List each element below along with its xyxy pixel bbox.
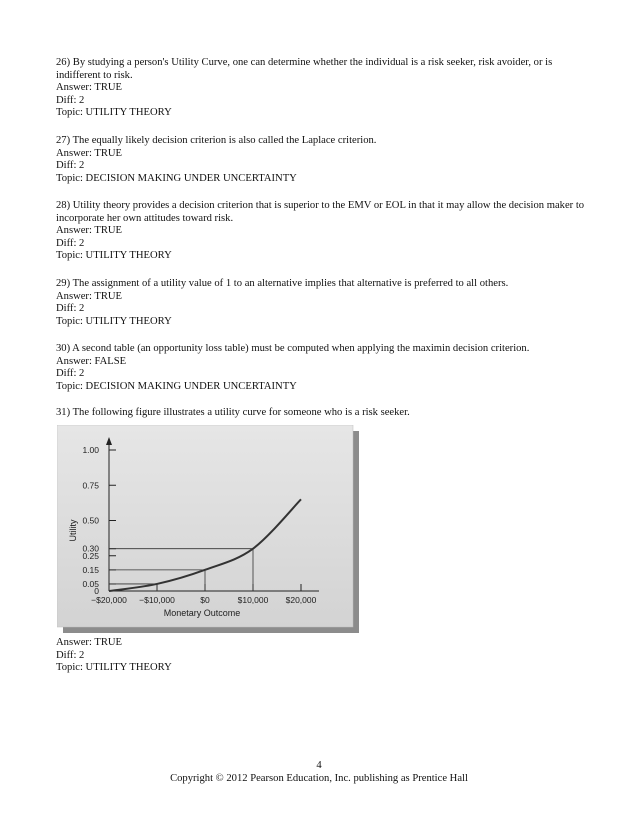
x-tick-label: −$20,000 xyxy=(91,595,127,605)
x-tick-label: $20,000 xyxy=(285,595,317,605)
y-tick-label: 0.15 xyxy=(82,564,99,575)
utility-curve-chart xyxy=(57,425,359,633)
y-tick-label: 1.00 xyxy=(82,445,99,455)
y-tick-label: 0.05 xyxy=(82,578,99,589)
question-text: 30) A second table (an opportunity loss table) must be computed when applying the maximin decision criterion. xyxy=(56,343,530,354)
page-number: 4 xyxy=(316,760,322,771)
question-answer: Answer: TRUE xyxy=(56,225,123,237)
question-difficulty: Diff: 2 xyxy=(56,94,85,106)
utility-curve-figure xyxy=(57,425,359,633)
y-tick-label: 0.75 xyxy=(82,480,99,491)
question-difficulty: Diff: 2 xyxy=(56,649,85,661)
copyright-notice: Copyright © 2012 Pearson Education, Inc. publishing as Prentice Hall xyxy=(170,773,468,784)
x-axis-label: Monetary Outcome xyxy=(163,608,241,618)
question-topic: Topic: UTILITY THEORY xyxy=(56,662,172,674)
question-topic: Topic: UTILITY THEORY xyxy=(56,250,172,262)
y-tick-label: 0.30 xyxy=(82,543,99,554)
question-answer: Answer: TRUE xyxy=(56,290,123,302)
x-tick-label: $10,000 xyxy=(237,595,269,605)
question-answer: Answer: TRUE xyxy=(56,82,123,94)
question-31 xyxy=(56,407,596,420)
question-difficulty: Diff: 2 xyxy=(56,368,85,380)
y-axis-label: Utility xyxy=(68,519,78,542)
question-difficulty: Diff: 2 xyxy=(56,160,85,172)
question-topic: Topic: UTILITY THEORY xyxy=(56,107,172,119)
question-difficulty: Diff: 2 xyxy=(56,303,85,315)
question-topic: Topic: UTILITY THEORY xyxy=(56,315,172,327)
question-text: 29) The assignment of a utility value of 1 to an alternative implies that alternative is preferred to all others. xyxy=(56,278,509,289)
question-text: 28) Utility theory provides a decision criterion that is superior to the EMV or EOL in that it may allow the decision maker to incorporate her own attitudes toward risk. xyxy=(56,200,585,224)
question-text: 27) The equally likely decision criterion is also called the Laplace criterion. xyxy=(56,135,377,146)
question-answer: Answer: FALSE xyxy=(56,355,127,367)
question-text: 31) The following figure illustrates a utility curve for someone who is a risk seeker. xyxy=(56,407,410,418)
question-29 xyxy=(56,278,596,328)
question-30 xyxy=(56,343,596,393)
question-27 xyxy=(56,135,596,185)
question-31-answer-block xyxy=(56,637,596,675)
question-topic: Topic: DECISION MAKING UNDER UNCERTAINTY xyxy=(56,380,297,392)
question-topic: Topic: DECISION MAKING UNDER UNCERTAINTY xyxy=(56,172,297,184)
question-answer: Answer: TRUE xyxy=(56,637,123,648)
question-text: 26) By studying a person's Utility Curve, one can determine whether the individual is a risk seeker, risk avoider, or is indifferent to risk. xyxy=(56,57,553,81)
x-tick-label: −$10,000 xyxy=(139,595,175,605)
y-tick-label: 0.50 xyxy=(82,515,99,526)
question-answer: Answer: TRUE xyxy=(56,147,123,159)
question-28 xyxy=(56,200,596,263)
x-tick-label: $0 xyxy=(200,595,210,605)
question-26 xyxy=(56,57,596,120)
y-tick-label: 0.25 xyxy=(82,550,99,561)
question-difficulty: Diff: 2 xyxy=(56,237,85,249)
y-tick-label: 0 xyxy=(94,586,99,596)
